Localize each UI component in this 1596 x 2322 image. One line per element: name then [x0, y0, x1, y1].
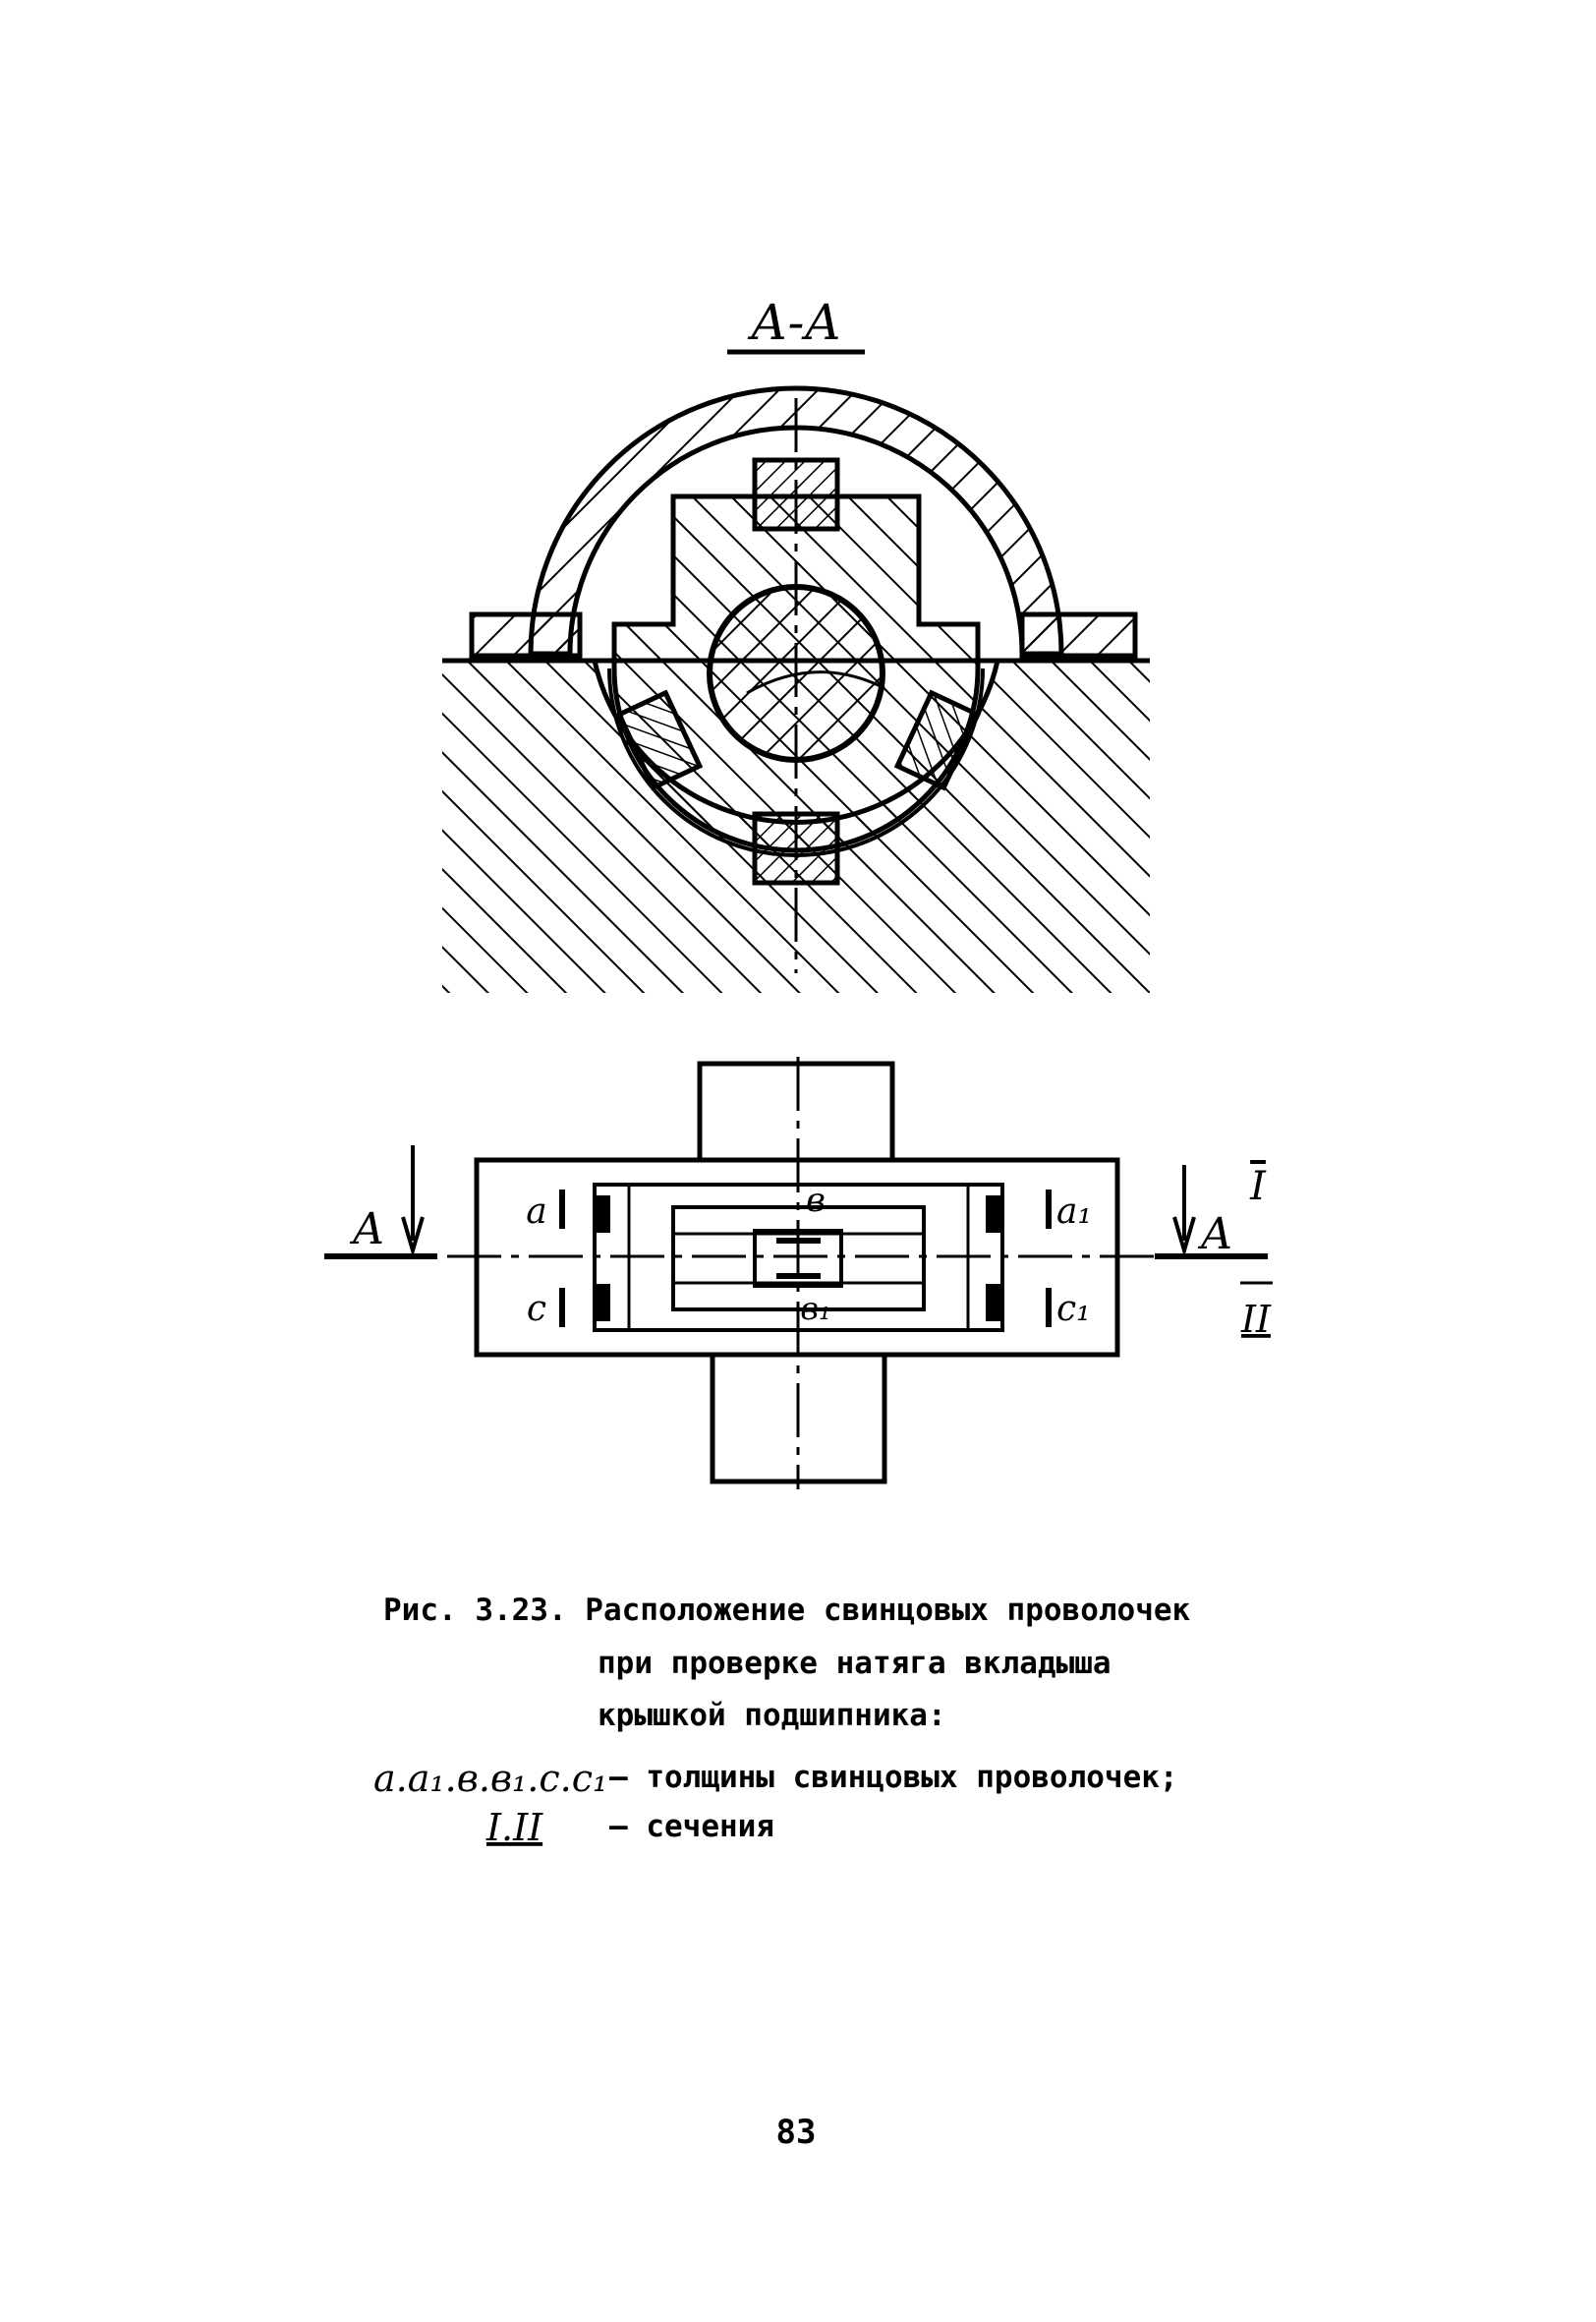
label-a1: a₁ — [1056, 1191, 1092, 1232]
roman-top: I — [1250, 1164, 1266, 1209]
caption-line-3: крышкой подшипника: — [598, 1698, 946, 1733]
label-b1: в₁ — [800, 1290, 831, 1327]
plan-view — [324, 1057, 1273, 1489]
caption-line-2: при проверке натяга вкладыша — [598, 1646, 1112, 1681]
plan-wire-c — [595, 1286, 608, 1319]
page-number: 83 — [775, 2113, 817, 2152]
section-letter-right: А — [1200, 1209, 1233, 1259]
label-b: в — [806, 1181, 826, 1220]
figure-caption — [373, 1593, 1191, 1849]
legend-symbols-2: I.II — [486, 1806, 543, 1849]
section-letter-left: А — [352, 1204, 385, 1254]
legend-text-1: – толщины свинцовых проволочек; — [609, 1760, 1178, 1795]
caption-line-1: Рис. 3.23. Расположение свинцовых проволочек — [383, 1593, 1191, 1628]
label-a: a — [526, 1191, 547, 1232]
section-title: А-А — [750, 294, 842, 351]
legend-symbols-1: a.a₁.в.в₁.c.c₁ — [373, 1757, 608, 1800]
plan-wire-a1 — [988, 1197, 1001, 1231]
plan-shaft-top — [700, 1064, 892, 1172]
label-c: c — [526, 1289, 547, 1329]
legend-text-2: – сечения — [609, 1809, 774, 1844]
plan-wire-a — [595, 1197, 608, 1231]
plan-wire-c1 — [988, 1286, 1001, 1319]
label-c1: c₁ — [1056, 1289, 1091, 1329]
section-view-a-a — [442, 294, 1150, 993]
roman-bottom: II — [1240, 1298, 1272, 1341]
